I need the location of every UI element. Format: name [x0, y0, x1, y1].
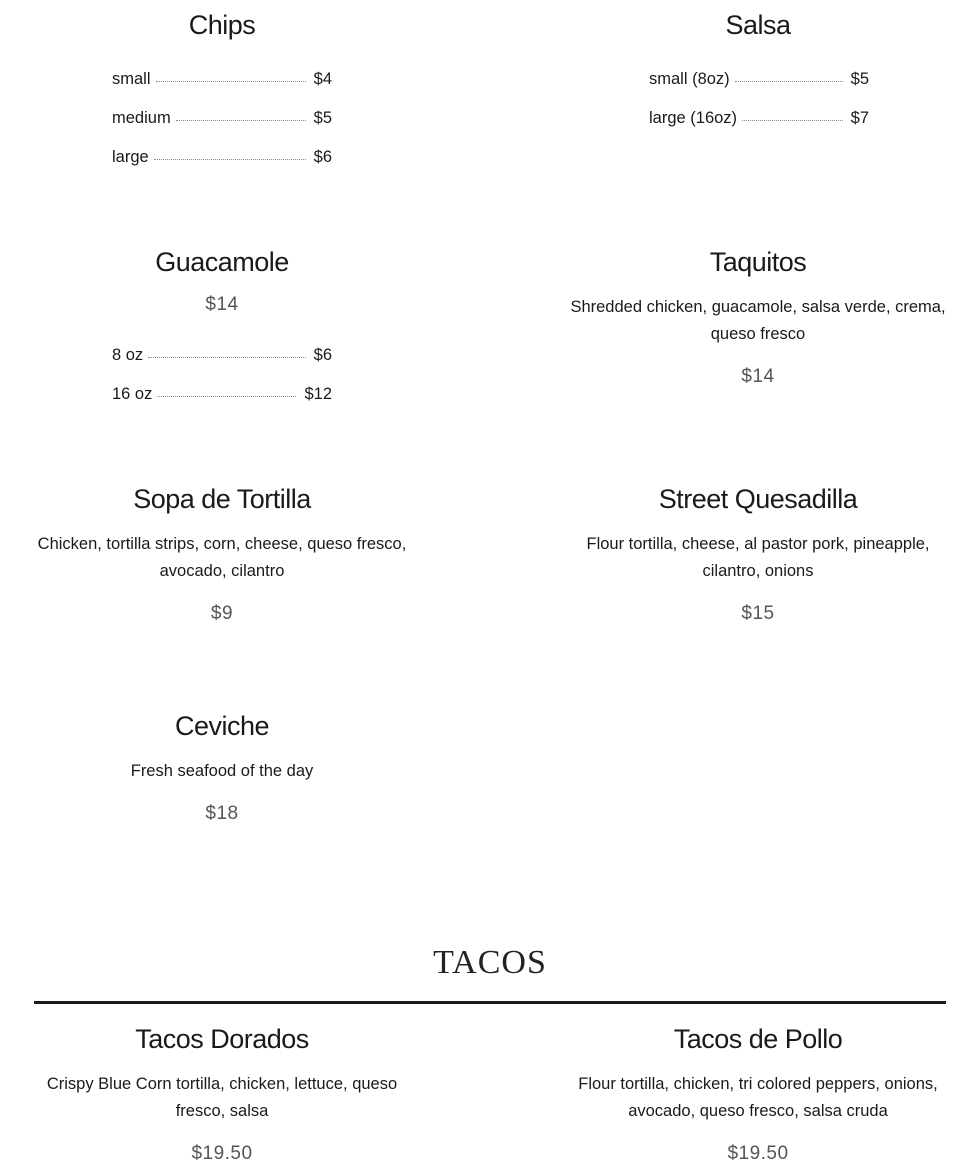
dot-leader [176, 120, 306, 121]
menu-item-ceviche [12, 709, 432, 827]
size-label: large [112, 148, 149, 166]
menu-item-guacamole [12, 245, 432, 318]
dot-leader [156, 81, 306, 82]
item-title: Tacos Dorados [135, 1024, 309, 1054]
size-price: $7 [850, 109, 869, 127]
item-description: Fresh seafood of the day [130, 762, 314, 780]
size-label: 8 oz [112, 346, 144, 364]
item-description: Shredded chicken, guacamole, salsa verde, crema, queso fresco [570, 298, 946, 343]
size-price: $12 [304, 385, 332, 403]
item-description: Chicken, tortilla strips, corn, cheese, queso fresco, avocado, cilantro [37, 535, 407, 580]
item-price: $19.50 [191, 1143, 253, 1164]
size-label: 16 oz [112, 385, 153, 403]
dot-leader [154, 159, 306, 160]
size-row [112, 128, 332, 167]
dot-leader [742, 120, 843, 121]
size-row [112, 365, 332, 404]
item-title: Taquitos [709, 247, 807, 277]
menu-item-taquitos [548, 245, 965, 390]
size-price: $6 [313, 148, 332, 166]
item-price: $9 [210, 603, 234, 624]
size-row [649, 50, 869, 89]
item-title: Chips [188, 10, 256, 40]
item-price: $18 [205, 803, 239, 824]
size-price: $4 [313, 70, 332, 88]
size-row [649, 89, 869, 128]
item-price: $15 [741, 603, 775, 624]
item-description: Crispy Blue Corn tortilla, chicken, lettuce, queso fresco, salsa [46, 1075, 398, 1120]
size-label: large (16oz) [649, 109, 738, 127]
size-label: medium [112, 109, 171, 127]
section-divider [34, 1001, 946, 1004]
dot-leader [148, 357, 305, 358]
menu-item-chips [12, 8, 432, 42]
size-label: small [112, 70, 151, 88]
size-price: $6 [313, 346, 332, 364]
item-title: Street Quesadilla [658, 484, 858, 514]
size-label: small (8oz) [649, 70, 730, 88]
menu-item-salsa [548, 8, 965, 42]
item-title: Guacamole [155, 247, 289, 277]
menu-item-sopa-de-tortilla [12, 482, 432, 627]
item-price: $14 [205, 294, 239, 315]
size-price: $5 [850, 70, 869, 88]
item-title: Ceviche [174, 711, 270, 741]
salsa-size-list [649, 50, 869, 128]
item-description: Flour tortilla, cheese, al pastor pork, pineapple, cilantro, onions [586, 535, 930, 580]
menu-item-street-quesadilla [548, 482, 965, 627]
item-price: $14 [741, 366, 775, 387]
size-row [112, 89, 332, 128]
dot-leader [157, 396, 296, 397]
size-price: $5 [313, 109, 332, 127]
section-heading-tacos: TACOS [433, 944, 547, 981]
item-description: Flour tortilla, chicken, tri colored peppers, onions, avocado, queso fresco, salsa cruda [578, 1075, 938, 1120]
guacamole-size-list [112, 326, 332, 404]
dot-leader [735, 81, 843, 82]
size-row [112, 50, 332, 89]
size-row [112, 326, 332, 365]
item-price: $19.50 [727, 1143, 789, 1164]
item-title: Salsa [725, 10, 791, 40]
chips-size-list [112, 50, 332, 167]
item-title: Sopa de Tortilla [133, 484, 311, 514]
item-title: Tacos de Pollo [673, 1024, 843, 1054]
menu-item-tacos-dorados [12, 1022, 432, 1167]
menu-item-tacos-de-pollo [548, 1022, 965, 1167]
